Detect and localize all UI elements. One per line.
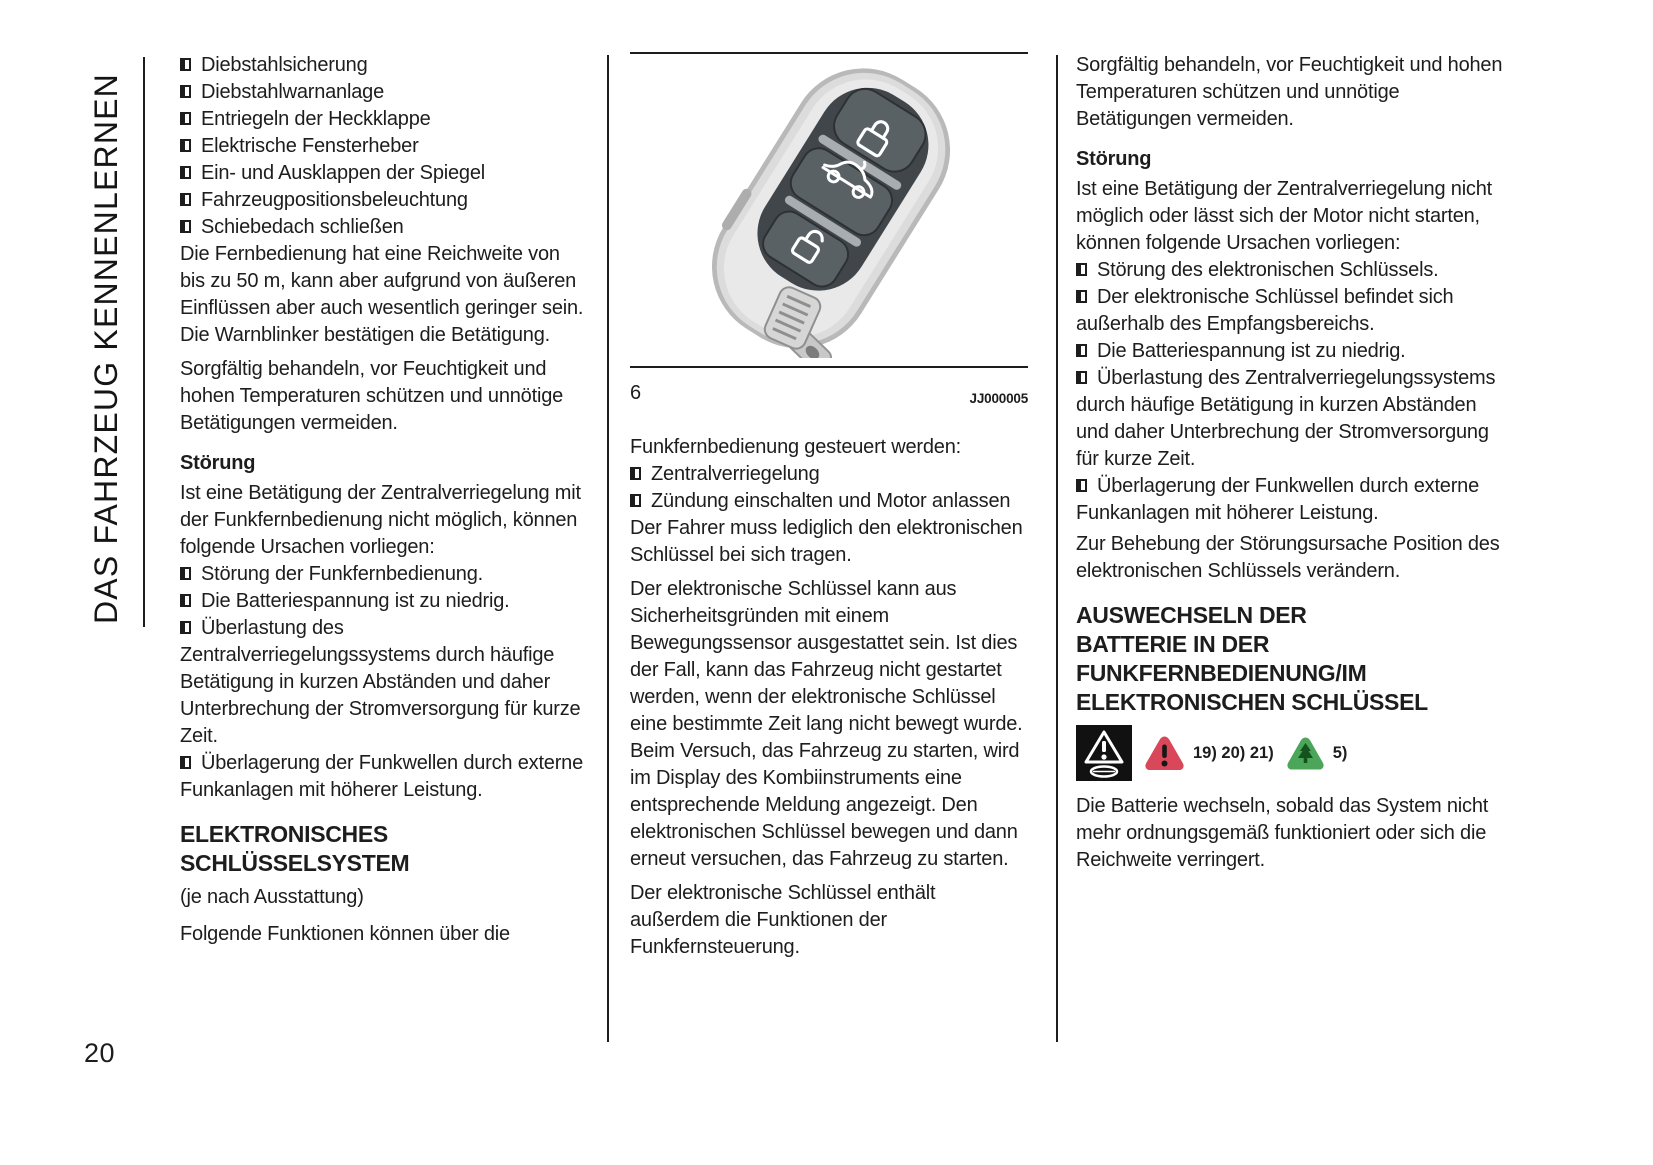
list-item <box>630 488 1028 515</box>
list-item-label: Zündung einschalten und Motor anlassen <box>651 490 1011 512</box>
subheading: Störung <box>180 452 256 474</box>
list-item <box>180 52 590 79</box>
sidebar-divider <box>143 57 145 627</box>
list-item <box>1076 473 1508 527</box>
list-item-label: Überlastung des Zentralverriegelungssystems durch häufige Betätigung in kurzen Abständen und daher Unterbrechung der Stromversorgung für kurze Zeit. <box>1076 367 1496 470</box>
list-item <box>1076 284 1508 338</box>
checkbox-bullet-icon <box>1076 263 1087 276</box>
paragraph: Der Fahrer muss lediglich den elektronischen Schlüssel bei sich tragen. <box>630 517 1023 566</box>
list-item-label: Überlagerung der Funkwellen durch externe Funkanlagen mit höherer Leistung. <box>180 752 584 801</box>
paragraph: Sorgfältig behandeln, vor Feuchtigkeit und hohen Temperaturen schützen und unnötige Betätigungen vermeiden. <box>180 358 564 434</box>
list-item <box>180 160 590 187</box>
checkbox-bullet-icon <box>180 58 191 71</box>
checkbox-bullet-icon <box>1076 344 1087 357</box>
list-item-label: Störung der Funkfernbedienung. <box>201 563 483 585</box>
list-item <box>180 106 590 133</box>
list-item <box>1076 257 1508 284</box>
list-item <box>180 561 590 588</box>
list-item-label: Schiebedach schließen <box>201 216 404 238</box>
checkbox-bullet-icon <box>180 112 191 125</box>
paragraph: Ist eine Betätigung der Zentralverriegelung mit der Funkfernbedienung nicht möglich, können folgende Ursachen vorliegen: <box>180 482 581 558</box>
checkbox-bullet-icon <box>630 494 641 507</box>
list-item <box>180 79 590 106</box>
checkbox-bullet-icon <box>180 621 191 634</box>
figure-code: JJ000005 <box>969 391 1028 406</box>
section-heading-line: ELEKTRONISCHES <box>180 821 388 847</box>
checkbox-bullet-icon <box>180 594 191 607</box>
warning-reference-numbers: 5) <box>1332 743 1348 762</box>
list-item-label: Zentralverriegelung <box>651 463 820 485</box>
key-fob-illustration <box>638 62 1020 358</box>
column-middle <box>630 52 1028 968</box>
list-item-label: Diebstahlsicherung <box>201 54 368 76</box>
checkbox-bullet-icon <box>1076 479 1087 492</box>
paragraph: Funkfernbedienung gesteuert werden: <box>630 436 962 458</box>
list-item <box>180 214 590 241</box>
list-item <box>180 187 590 214</box>
subheading: Störung <box>1076 148 1152 170</box>
list-item-label: Fahrzeugpositionsbeleuchtung <box>201 189 468 211</box>
checkbox-bullet-icon <box>180 756 191 769</box>
list-item <box>630 461 1028 488</box>
column-divider-1 <box>607 55 609 1042</box>
list-item <box>180 615 590 750</box>
section-heading-line: AUSWECHSELN DER <box>1076 602 1307 628</box>
list-item <box>1076 338 1508 365</box>
figure-number: 6 <box>630 382 641 404</box>
warning-icon-row <box>1076 725 1508 781</box>
list-item <box>180 133 590 160</box>
checkbox-bullet-icon <box>1076 290 1087 303</box>
section-heading-line: ELEKTRONISCHEN SCHLÜSSEL <box>1076 689 1428 715</box>
checkbox-bullet-icon <box>180 220 191 233</box>
paragraph: Die Fernbedienung hat eine Reichweite von bis zu 50 m, kann aber aufgrund von äußeren Einflüssen aber auch wesentlich geringer sein. Die Warnblinker bestätigen die Betätigung. <box>180 243 584 346</box>
figure-caption <box>630 380 1028 412</box>
column-right <box>1076 52 1508 881</box>
paragraph: Zur Behebung der Störungsursache Position des elektronischen Schlüssels verändern. <box>1076 533 1500 582</box>
list-item <box>180 750 590 804</box>
section-heading <box>180 820 590 878</box>
checkbox-bullet-icon <box>1076 371 1087 384</box>
checkbox-bullet-icon <box>630 467 641 480</box>
list-item <box>180 588 590 615</box>
coin-battery-warning-icon <box>1076 725 1132 781</box>
paragraph: Folgende Funktionen können über die <box>180 923 510 945</box>
checkbox-bullet-icon <box>180 139 191 152</box>
page-number: 20 <box>84 1038 116 1068</box>
paragraph: Sorgfältig behandeln, vor Feuchtigkeit und hohen Temperaturen schützen und unnötige Betätigungen vermeiden. <box>1076 54 1503 130</box>
list-item-label: Der elektronische Schlüssel befindet sich außerhalb des Empfangsbereichs. <box>1076 286 1454 335</box>
warning-reference-numbers: 19) 20) 21) <box>1193 743 1274 762</box>
list-item-label: Die Batteriespannung ist zu niedrig. <box>201 590 510 612</box>
tree-triangle-icon <box>1286 736 1325 771</box>
checkbox-bullet-icon <box>180 166 191 179</box>
column-left <box>180 52 590 955</box>
list-item-label: Diebstahlwarnanlage <box>201 81 384 103</box>
section-heading-line: FUNKFERNBEDIENUNG/IM <box>1076 660 1367 686</box>
list-item-label: Die Batteriespannung ist zu niedrig. <box>1097 340 1406 362</box>
key-fob-figure <box>630 52 1028 368</box>
checkbox-bullet-icon <box>180 85 191 98</box>
list-item-label: Ein- und Ausklappen der Spiegel <box>201 162 486 184</box>
list-item-label: Störung des elektronischen Schlüssels. <box>1097 259 1439 281</box>
column-divider-2 <box>1056 55 1058 1042</box>
list-item-label: Überlagerung der Funkwellen durch externe Funkanlagen mit höherer Leistung. <box>1076 475 1480 524</box>
list-item <box>1076 365 1508 473</box>
list-item-label: Elektrische Fensterheber <box>201 135 419 157</box>
list-item-label: Entriegeln der Heckklappe <box>201 108 431 130</box>
section-heading-line: SCHLÜSSELSYSTEM <box>180 850 410 876</box>
paragraph: Der elektronische Schlüssel enthält außerdem die Funktionen der Funkfernsteuerung. <box>630 882 936 958</box>
paragraph: (je nach Ausstattung) <box>180 886 364 908</box>
paragraph: Ist eine Betätigung der Zentralverriegelung nicht möglich oder lässt sich der Motor nicht starten, können folgende Ursachen vorliegen: <box>1076 178 1493 254</box>
list-item-label: Überlastung des Zentralverriegelungssystems durch häufige Betätigung in kurzen Abständen und daher Unterbrechung der Stromversorgung für kurze Zeit. <box>180 617 581 747</box>
paragraph: Die Batterie wechseln, sobald das System nicht mehr ordnungsgemäß funktioniert oder sich die Reichweite verringert. <box>1076 795 1489 871</box>
checkbox-bullet-icon <box>180 567 191 580</box>
checkbox-bullet-icon <box>180 193 191 206</box>
section-heading <box>1076 601 1508 717</box>
paragraph: Der elektronische Schlüssel kann aus Sicherheitsgründen mit einem Bewegungssensor ausgestattet sein. Ist dies der Fall, kann das Fahrzeug nicht gestartet werden, wenn der elektronische Schlüssel eine bestimmte Zeit lang nicht bewegt wurde. Beim Versuch, das Fahrzeug zu starten, wird im Display des Kombiinstruments eine entsprechende Meldung angezeigt. Den elektronischen Schlüssel bewegen und dann erneut versuchen, das Fahrzeug zu starten. <box>630 578 1023 870</box>
column-middle-text <box>630 434 1028 961</box>
chapter-title-vertical: DAS FAHRZEUG KENNENLERNEN <box>88 73 124 624</box>
warning-triangle-icon <box>1144 735 1185 772</box>
section-heading-line: BATTERIE IN DER <box>1076 631 1270 657</box>
